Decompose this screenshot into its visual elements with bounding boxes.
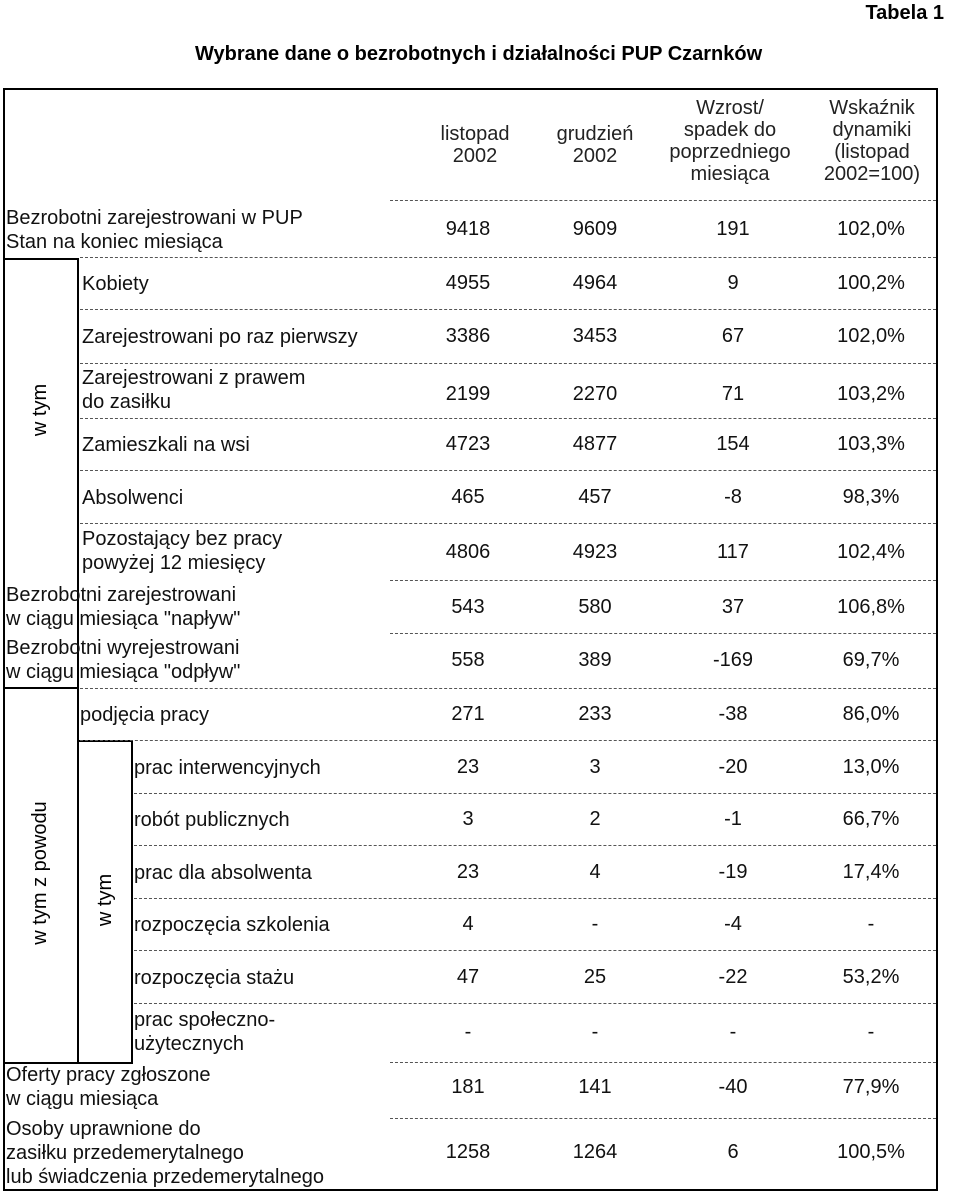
row-label-kobiety: Kobiety — [82, 273, 149, 295]
value-cell-grudzien: 1264 — [572, 1141, 618, 1163]
header-listopad: listopad 2002 — [440, 123, 510, 167]
value-cell-grudzien: 4923 — [572, 541, 618, 563]
value-cell-grudzien: 25 — [583, 966, 607, 988]
value-cell-wskaznik: - — [867, 1021, 875, 1043]
value-cell-wskaznik: 100,2% — [837, 272, 905, 294]
value-cell-wskaznik: 13,0% — [842, 756, 900, 778]
row-label-szkolenia: rozpoczęcia szkolenia — [134, 914, 330, 936]
value-cell-wzrost: -169 — [712, 649, 754, 671]
header-wzrost-spadek: Wzrost/ spadek do poprzedniego miesiąca — [669, 97, 791, 185]
row-label-robot-publicznych: robót publicznych — [134, 809, 290, 831]
value-cell-wzrost: - — [729, 1021, 737, 1043]
value-cell-grudzien: 9609 — [572, 218, 618, 240]
row-separator — [80, 740, 936, 741]
value-cell-grudzien: 389 — [578, 649, 612, 671]
row-separator — [80, 363, 936, 364]
value-cell-wzrost: 67 — [721, 325, 745, 347]
row-separator — [134, 793, 936, 794]
row-label-prac-interwencyjnych: prac interwencyjnych — [134, 757, 321, 779]
value-cell-wzrost: -22 — [718, 966, 748, 988]
value-cell-grudzien: 3453 — [572, 325, 618, 347]
group-divider-w-tym-inner — [131, 740, 133, 1062]
value-cell-listopad: - — [464, 1021, 472, 1043]
row-separator — [80, 309, 936, 310]
value-cell-grudzien: 141 — [578, 1076, 612, 1098]
row-separator — [390, 1062, 936, 1063]
row-separator — [390, 200, 936, 201]
value-cell-listopad: 4955 — [445, 272, 491, 294]
value-cell-grudzien: - — [591, 1021, 599, 1043]
value-cell-listopad: 2199 — [445, 383, 491, 405]
value-cell-wzrost: 6 — [727, 1141, 739, 1163]
value-cell-grudzien: 2 — [589, 808, 601, 830]
group-bottom-w-tym — [3, 687, 79, 689]
value-cell-grudzien: 457 — [578, 486, 612, 508]
row-separator — [134, 898, 936, 899]
value-cell-grudzien: 4 — [589, 861, 601, 883]
value-cell-grudzien: - — [591, 913, 599, 935]
row-separator — [390, 633, 936, 634]
value-cell-wskaznik: - — [867, 913, 875, 935]
row-label-spoleczno-uzytecznych: prac społeczno- użytecznych — [134, 1009, 276, 1055]
row-label-prac-dla-absolwenta: prac dla absolwenta — [134, 862, 312, 884]
side-label-w-tym: w tym — [29, 383, 51, 437]
value-cell-grudzien: 580 — [578, 596, 612, 618]
value-cell-listopad: 271 — [451, 703, 485, 725]
row-separator — [134, 1003, 936, 1004]
row-label-naplyw: Bezrobotni zarejestrowani w ciągu miesiąca "napływ" — [6, 584, 241, 630]
value-cell-wzrost: -20 — [718, 756, 748, 778]
row-label-przedemerytalne: Osoby uprawnione do zasiłku przedemerytalnego lub świadczenia przedemerytalnego — [6, 1118, 324, 1188]
row-separator — [80, 523, 936, 524]
value-cell-wskaznik: 86,0% — [842, 703, 900, 725]
value-cell-wzrost: 71 — [721, 383, 745, 405]
value-cell-grudzien: 233 — [578, 703, 612, 725]
value-cell-wskaznik: 106,8% — [837, 596, 905, 618]
value-cell-listopad: 9418 — [445, 218, 491, 240]
value-cell-wskaznik: 102,4% — [837, 541, 905, 563]
value-cell-wskaznik: 103,3% — [837, 433, 905, 455]
value-cell-grudzien: 3 — [589, 756, 601, 778]
value-cell-listopad: 4 — [462, 913, 474, 935]
value-cell-listopad: 4723 — [445, 433, 491, 455]
row-label-oferty-pracy: Oferty pracy zgłoszone w ciągu miesiąca — [6, 1064, 211, 1110]
value-cell-wskaznik: 102,0% — [837, 325, 905, 347]
value-cell-wskaznik: 69,7% — [842, 649, 900, 671]
value-cell-listopad: 558 — [451, 649, 485, 671]
value-cell-wskaznik: 98,3% — [842, 486, 900, 508]
value-cell-wskaznik: 66,7% — [842, 808, 900, 830]
value-cell-wskaznik: 100,5% — [837, 1141, 905, 1163]
value-cell-wskaznik: 102,0% — [837, 218, 905, 240]
value-cell-wzrost: -38 — [718, 703, 748, 725]
row-separator — [390, 580, 936, 581]
value-cell-wzrost: 9 — [727, 272, 739, 294]
row-label-pozostajacy: Pozostający bez pracy powyżej 12 miesięcy — [82, 528, 283, 574]
value-cell-wzrost: 191 — [716, 218, 750, 240]
value-cell-listopad: 1258 — [445, 1141, 491, 1163]
row-separator — [80, 470, 936, 471]
row-separator — [80, 688, 936, 689]
row-label-podjecia-pracy: podjęcia pracy — [80, 704, 209, 726]
group-divider-w-tym-z-powodu — [77, 687, 79, 1062]
value-cell-wskaznik: 103,2% — [837, 383, 905, 405]
row-label-odplyw: Bezrobotni wyrejestrowani w ciągu miesiąca "odpływ" — [6, 637, 241, 683]
value-cell-wzrost: -8 — [724, 486, 742, 508]
row-separator — [80, 257, 936, 258]
value-cell-listopad: 4806 — [445, 541, 491, 563]
value-cell-listopad: 23 — [456, 756, 480, 778]
value-cell-grudzien: 4964 — [572, 272, 618, 294]
row-label-pierwszy-raz: Zarejestrowani po raz pierwszy — [82, 326, 358, 348]
value-cell-listopad: 47 — [456, 966, 480, 988]
row-label-absolwenci: Absolwenci — [82, 487, 184, 509]
value-cell-grudzien: 4877 — [572, 433, 618, 455]
value-cell-grudzien: 2270 — [572, 383, 618, 405]
value-cell-listopad: 23 — [456, 861, 480, 883]
value-cell-listopad: 465 — [451, 486, 485, 508]
value-cell-wzrost: -40 — [718, 1076, 748, 1098]
value-cell-listopad: 3386 — [445, 325, 491, 347]
row-label-stazu: rozpoczęcia stażu — [134, 967, 295, 989]
value-cell-wzrost: -19 — [718, 861, 748, 883]
row-label-zamieszkali-wsi: Zamieszkali na wsi — [82, 434, 250, 456]
header-grudzien: grudzień 2002 — [556, 123, 634, 167]
row-separator — [134, 950, 936, 951]
row-separator — [80, 418, 936, 419]
row-separator — [134, 845, 936, 846]
side-label-w-tym-inner: w tym — [94, 873, 116, 927]
row-label-bezrobotni-zarejestrowani: Bezrobotni zarejestrowani w PUP Stan na koniec miesiąca — [6, 207, 303, 253]
value-cell-wskaznik: 53,2% — [842, 966, 900, 988]
page-title: Wybrane dane o bezrobotnych i działalności PUP Czarnków — [195, 43, 763, 65]
value-cell-wzrost: -4 — [724, 913, 742, 935]
value-cell-wskaznik: 17,4% — [842, 861, 900, 883]
value-cell-listopad: 543 — [451, 596, 485, 618]
value-cell-wzrost: 117 — [717, 541, 749, 563]
table-label: Tabela 1 — [865, 2, 944, 24]
side-label-w-tym-z-powodu: w tym z powodu — [29, 801, 51, 945]
row-separator — [390, 1118, 936, 1119]
value-cell-listopad: 3 — [462, 808, 474, 830]
row-label-prawo-zasilku: Zarejestrowani z prawem do zasiłku — [82, 367, 306, 413]
header-wskaznik: Wskaźnik dynamiki (listopad 2002=100) — [823, 97, 921, 185]
value-cell-wskaznik: 77,9% — [842, 1076, 900, 1098]
group-top-w-tym — [3, 258, 79, 260]
value-cell-wzrost: 154 — [716, 433, 750, 455]
value-cell-listopad: 181 — [451, 1076, 485, 1098]
value-cell-wzrost: 37 — [721, 596, 745, 618]
value-cell-wzrost: -1 — [724, 808, 742, 830]
